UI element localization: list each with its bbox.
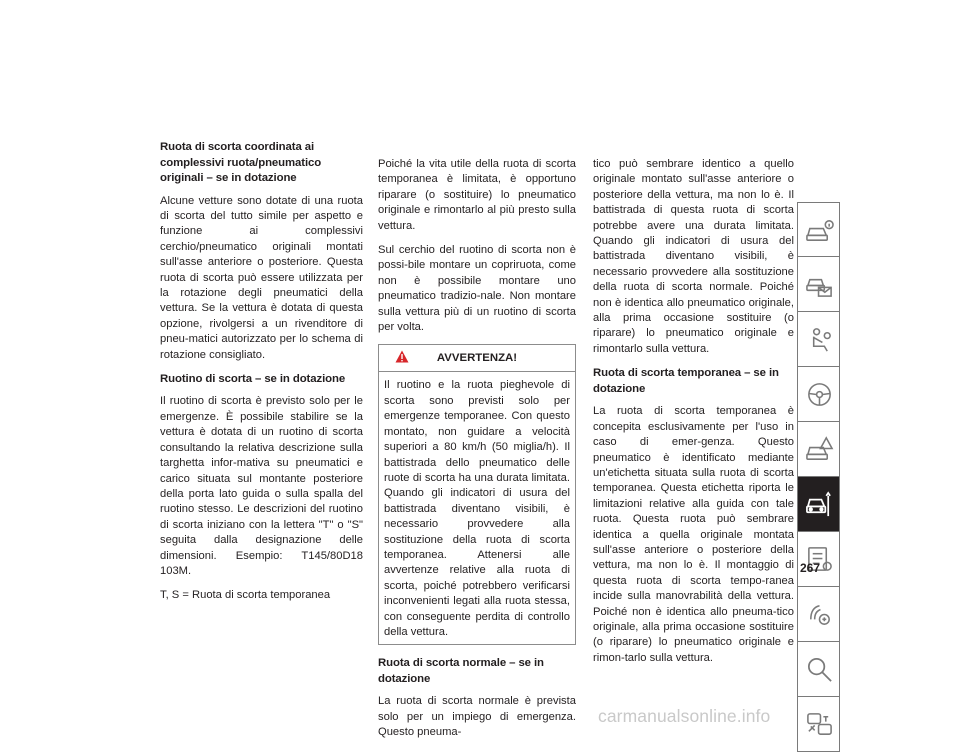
language-icon bbox=[805, 710, 834, 739]
warning-header bbox=[379, 345, 575, 372]
car-service-icon bbox=[805, 490, 834, 519]
chapter-tabs bbox=[797, 202, 840, 752]
paragraph: Alcune vetture sono dotate di una ruota di scorta del tutto simile per aspetto e funzione ai complessivi cerchio/pneumatico originali montati sull'asse anteriore o posteriore. Questa ruota di scorta può essere utilizzata per la rotazione degli pneumatici della vettura. Se la vettura è dotata di questa opzione, rivolgersi a un rivenditore di pneu-matici autorizzato per lo schema di rotazione consigliato. bbox=[160, 194, 363, 361]
heading-temporary-spare: Ruota di scorta temporanea – se in dotazione bbox=[593, 367, 779, 395]
heading-coordinated-spare: Ruota di scorta coordinata ai complessivi ruota/pneumatico originali – se in dotazione bbox=[160, 141, 322, 184]
heading-full-size-spare: Ruota di scorta normale – se in dotazione bbox=[378, 657, 544, 685]
tab-seat-safety[interactable] bbox=[797, 312, 840, 367]
car-warning-icon bbox=[805, 435, 834, 464]
warning-box bbox=[378, 344, 576, 645]
search-index-icon bbox=[805, 655, 834, 684]
paragraph: La ruota di scorta normale è prevista solo per un impiego di emergenza. Questo pneuma- bbox=[378, 695, 576, 739]
tab-language[interactable] bbox=[797, 697, 840, 752]
tab-car-service[interactable] bbox=[797, 477, 840, 532]
paragraph: tico può sembrare identico a quello originale montato sull'asse anteriore o posteriore della vettura, ma non lo è. Il battistrada di questa ruota di scorta potrebbe avere una durata limitata. Quando gli indicatori di usura del battistrada diventano visibili, è necessario provvedere alla sostituzione della ruota di scorta normale. Poiché non è identica allo pneumatico originale, alla prima occasione sostituire (o riparare) lo pneumatico originale e rimontarlo sulla vettura. bbox=[593, 158, 794, 355]
tab-car-warning[interactable] bbox=[797, 422, 840, 477]
column-3 bbox=[593, 157, 794, 675]
watermark: carmanualsonline.info bbox=[598, 706, 771, 726]
car-mail-icon bbox=[805, 270, 834, 299]
tab-steering[interactable] bbox=[797, 367, 840, 422]
tab-car-mail[interactable] bbox=[797, 257, 840, 312]
steering-wheel-icon bbox=[805, 380, 834, 409]
paragraph: Poiché la vita utile della ruota di scorta temporanea è limitata, è opportuno riparare (o sostituire) lo pneumatico originale e rimontarlo al più presto sulla vettura. bbox=[378, 158, 576, 232]
multimedia-icon bbox=[805, 600, 834, 629]
column-1 bbox=[160, 140, 363, 613]
page-number: 267 bbox=[800, 561, 821, 575]
warning-triangle-icon bbox=[395, 350, 409, 363]
heading-compact-spare: Ruotino di scorta – se in dotazione bbox=[160, 372, 346, 385]
paragraph: Il ruotino di scorta è previsto solo per le emergenze. È possibile stabilire se la vettura è dotata di un ruotino di scorta consultando la relativa descrizione sulla targhetta infor-mativa su pneumatici e carico situata sul montante posteriore della porta lato guida o sulla spalla del ruotino stesso. Le descrizioni del ruotino di scorta iniziano con la lettera "T" o "S" seguita dalla designazione delle dimensioni. Esempio: T145/80D18 103M. bbox=[160, 395, 363, 577]
car-info-icon bbox=[805, 216, 834, 245]
tab-multimedia[interactable] bbox=[797, 587, 840, 642]
warning-title: AVVERTENZA! bbox=[436, 351, 518, 364]
warning-text: Il ruotino e la ruota pieghevole di scorta sono previsti solo per emergenze temporanee. Con questo montato, non guidare a velocità superiori a 80 km/h (50 miglia/h). Il battistrada dello pneumatico delle ruote di scorta ha una durata limitata. Quando gli indicatori di usura del battistrada diventano visibili, è necessario provvedere alla sostituzione della ruota di scorta temporanea. Attenersi alle avvertenze relative alla ruota di scorta, poiché potrebbero verificarsi inconvenienti legati alla ruota stessa, con conseguente perdita di controllo della vettura. bbox=[384, 379, 570, 638]
paragraph: Sul cerchio del ruotino di scorta non è possi-bile montare un copriruota, come non è possibile montare uno pneumatico tradizio-nale. Non montare sulla vettura più di un ruotino di scorta per volta. bbox=[378, 244, 576, 334]
tab-car-info[interactable] bbox=[797, 202, 840, 257]
tab-specs[interactable] bbox=[797, 532, 840, 587]
paragraph: La ruota di scorta temporanea è concepita esclusivamente per l'uso in caso di emer-genza. Questo pneumatico è identificato mediante un'etichetta situata sulla ruota di scorta temporanea. Questa etichetta riporta le limitazioni relative alla guida con tale ruota. Questa ruota può sembrare identica a quella originale montata sull'asse anteriore o posteriore della vettura, ma non lo è. Il montaggio di questa ruota di scorta tempo-ranea incide sulla manovrabilità della vettura. Poiché non è identica allo pneuma-tico originale, alla prima occasione sostituire (o riparare) lo pneumatico originale e rimon-tarlo sulla vettura. bbox=[593, 405, 794, 664]
seat-safety-icon bbox=[805, 325, 834, 354]
column-2 bbox=[378, 157, 576, 750]
paragraph: T, S = Ruota di scorta temporanea bbox=[160, 589, 331, 602]
tab-search-index[interactable] bbox=[797, 642, 840, 697]
